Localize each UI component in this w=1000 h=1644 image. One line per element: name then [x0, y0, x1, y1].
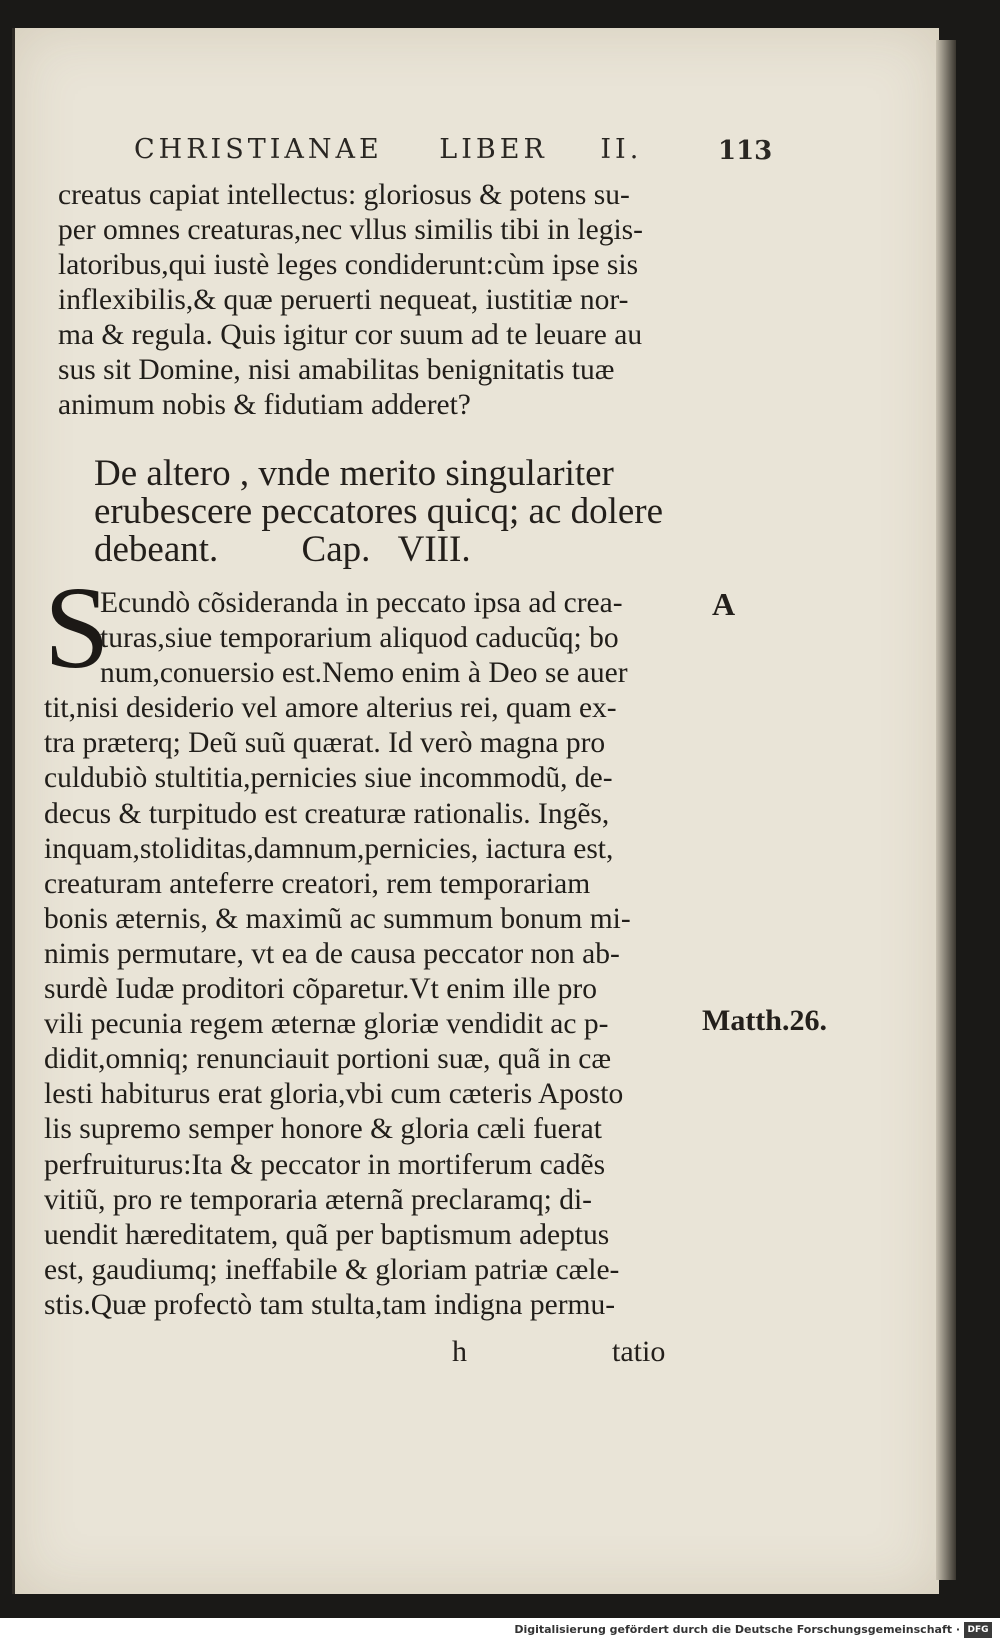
text-line: perfruiturus:Ita & peccator in mortiferum cadẽs: [44, 1148, 606, 1181]
signature-mark: h: [452, 1335, 467, 1368]
text-line: nimis permutare, vt ea de causa peccator non ab-: [44, 937, 620, 970]
text-line: num,conuersio est.Nemo enim à Deo se auer: [100, 657, 628, 690]
text-line: tit,nisi desiderio vel amore alterius rei, quam ex-: [44, 692, 617, 725]
text-line: culdubiò stultitia,pernicies siue incommodũ, de-: [44, 762, 613, 795]
paragraph-1: [58, 178, 708, 423]
running-head: [134, 134, 654, 165]
text-line: lesti habiturus erat gloria,vbi cum cæteris Aposto: [44, 1078, 624, 1111]
text-line: didit,omniq; renunciauit portioni suæ, quã in cæ: [44, 1043, 611, 1076]
running-head-word: II.: [600, 134, 643, 165]
dfg-logo: DFG: [964, 1622, 992, 1638]
heading-line: erubescere peccatores quicq; ac dolere: [94, 491, 664, 532]
text-line: stis.Quæ profectò tam stulta,tam indigna permu-: [44, 1288, 616, 1321]
text-line: bonis æternis, & maximũ ac summum bonum mi-: [44, 902, 631, 935]
text-line: sus sit Domine, nisi amabilitas benignitatis tuæ: [58, 354, 615, 386]
footer-credit: Digitalisierung gefördert durch die Deutsche Forschungsgemeinschaft ·: [514, 1623, 960, 1636]
paragraph-2: [44, 586, 704, 1323]
text-line: ma & regula. Quis igitur cor suum ad te leuare au: [58, 319, 643, 351]
running-head-word: CHRISTIANAE: [134, 134, 383, 165]
running-head-word: LIBER: [439, 134, 548, 165]
text-line: decus & turpitudo est creaturæ rationalis. Ingẽs,: [44, 797, 610, 830]
margin-section-letter: A: [712, 586, 736, 622]
footer-bar: [0, 1618, 1000, 1644]
text-line: inquam,stoliditas,damnum,pernicies, iactura est,: [44, 832, 614, 865]
text-line: vitiũ, pro re temporaria æternã preclaramq; di-: [44, 1183, 592, 1216]
text-line: latoribus,qui iustè leges condiderunt:cùm ipse sis: [58, 249, 639, 281]
heading-line: De altero , vnde merito singulariter: [94, 453, 614, 494]
heading-last-line: [94, 531, 714, 569]
text-line: tra præterq; Deũ suũ quærat. Id verò magna pro: [44, 727, 606, 760]
text-line: creatus capiat intellectus: gloriosus & potens su-: [58, 179, 630, 211]
text-line: lis supremo semper honore & gloria cæli fuerat: [44, 1113, 602, 1146]
text-line: est, gaudiumq; ineffabile & gloriam patriæ cæle-: [44, 1253, 620, 1286]
text-line: per omnes creaturas,nec vllus similis tibi in legis-: [58, 214, 643, 246]
text-line: vili pecunia regem æternæ gloriæ vendidit ac p-: [44, 1008, 609, 1041]
text-line: animum nobis & fidutiam adderet?: [58, 389, 471, 421]
text-line: Ecundò cõsideranda in peccato ipsa ad crea-: [100, 587, 623, 619]
chapter-number: VIII.: [397, 529, 471, 570]
text-line: uendit hæreditatem, quã per baptismum adeptus: [44, 1218, 610, 1251]
chapter-heading: [94, 455, 714, 569]
page-edge: [936, 40, 956, 1580]
chapter-label: Cap.: [301, 529, 371, 570]
text-line: turas,siue temporarium aliquod caducũq; bo: [100, 622, 619, 655]
heading-line-text: debeant.: [94, 529, 219, 570]
text-line: inflexibilis,& quæ peruerti nequeat, iustitiæ nor-: [58, 284, 629, 316]
page-number: 113: [718, 136, 773, 166]
drop-cap-initial: S: [44, 562, 110, 693]
catchword: tatio: [612, 1335, 666, 1368]
text-line: surdè Iudæ proditori cõparetur.Vt enim ille pro: [44, 973, 597, 1006]
margin-citation: Matth.26.: [702, 1004, 827, 1037]
text-line: creaturam anteferre creatori, rem temporariam: [44, 867, 591, 900]
